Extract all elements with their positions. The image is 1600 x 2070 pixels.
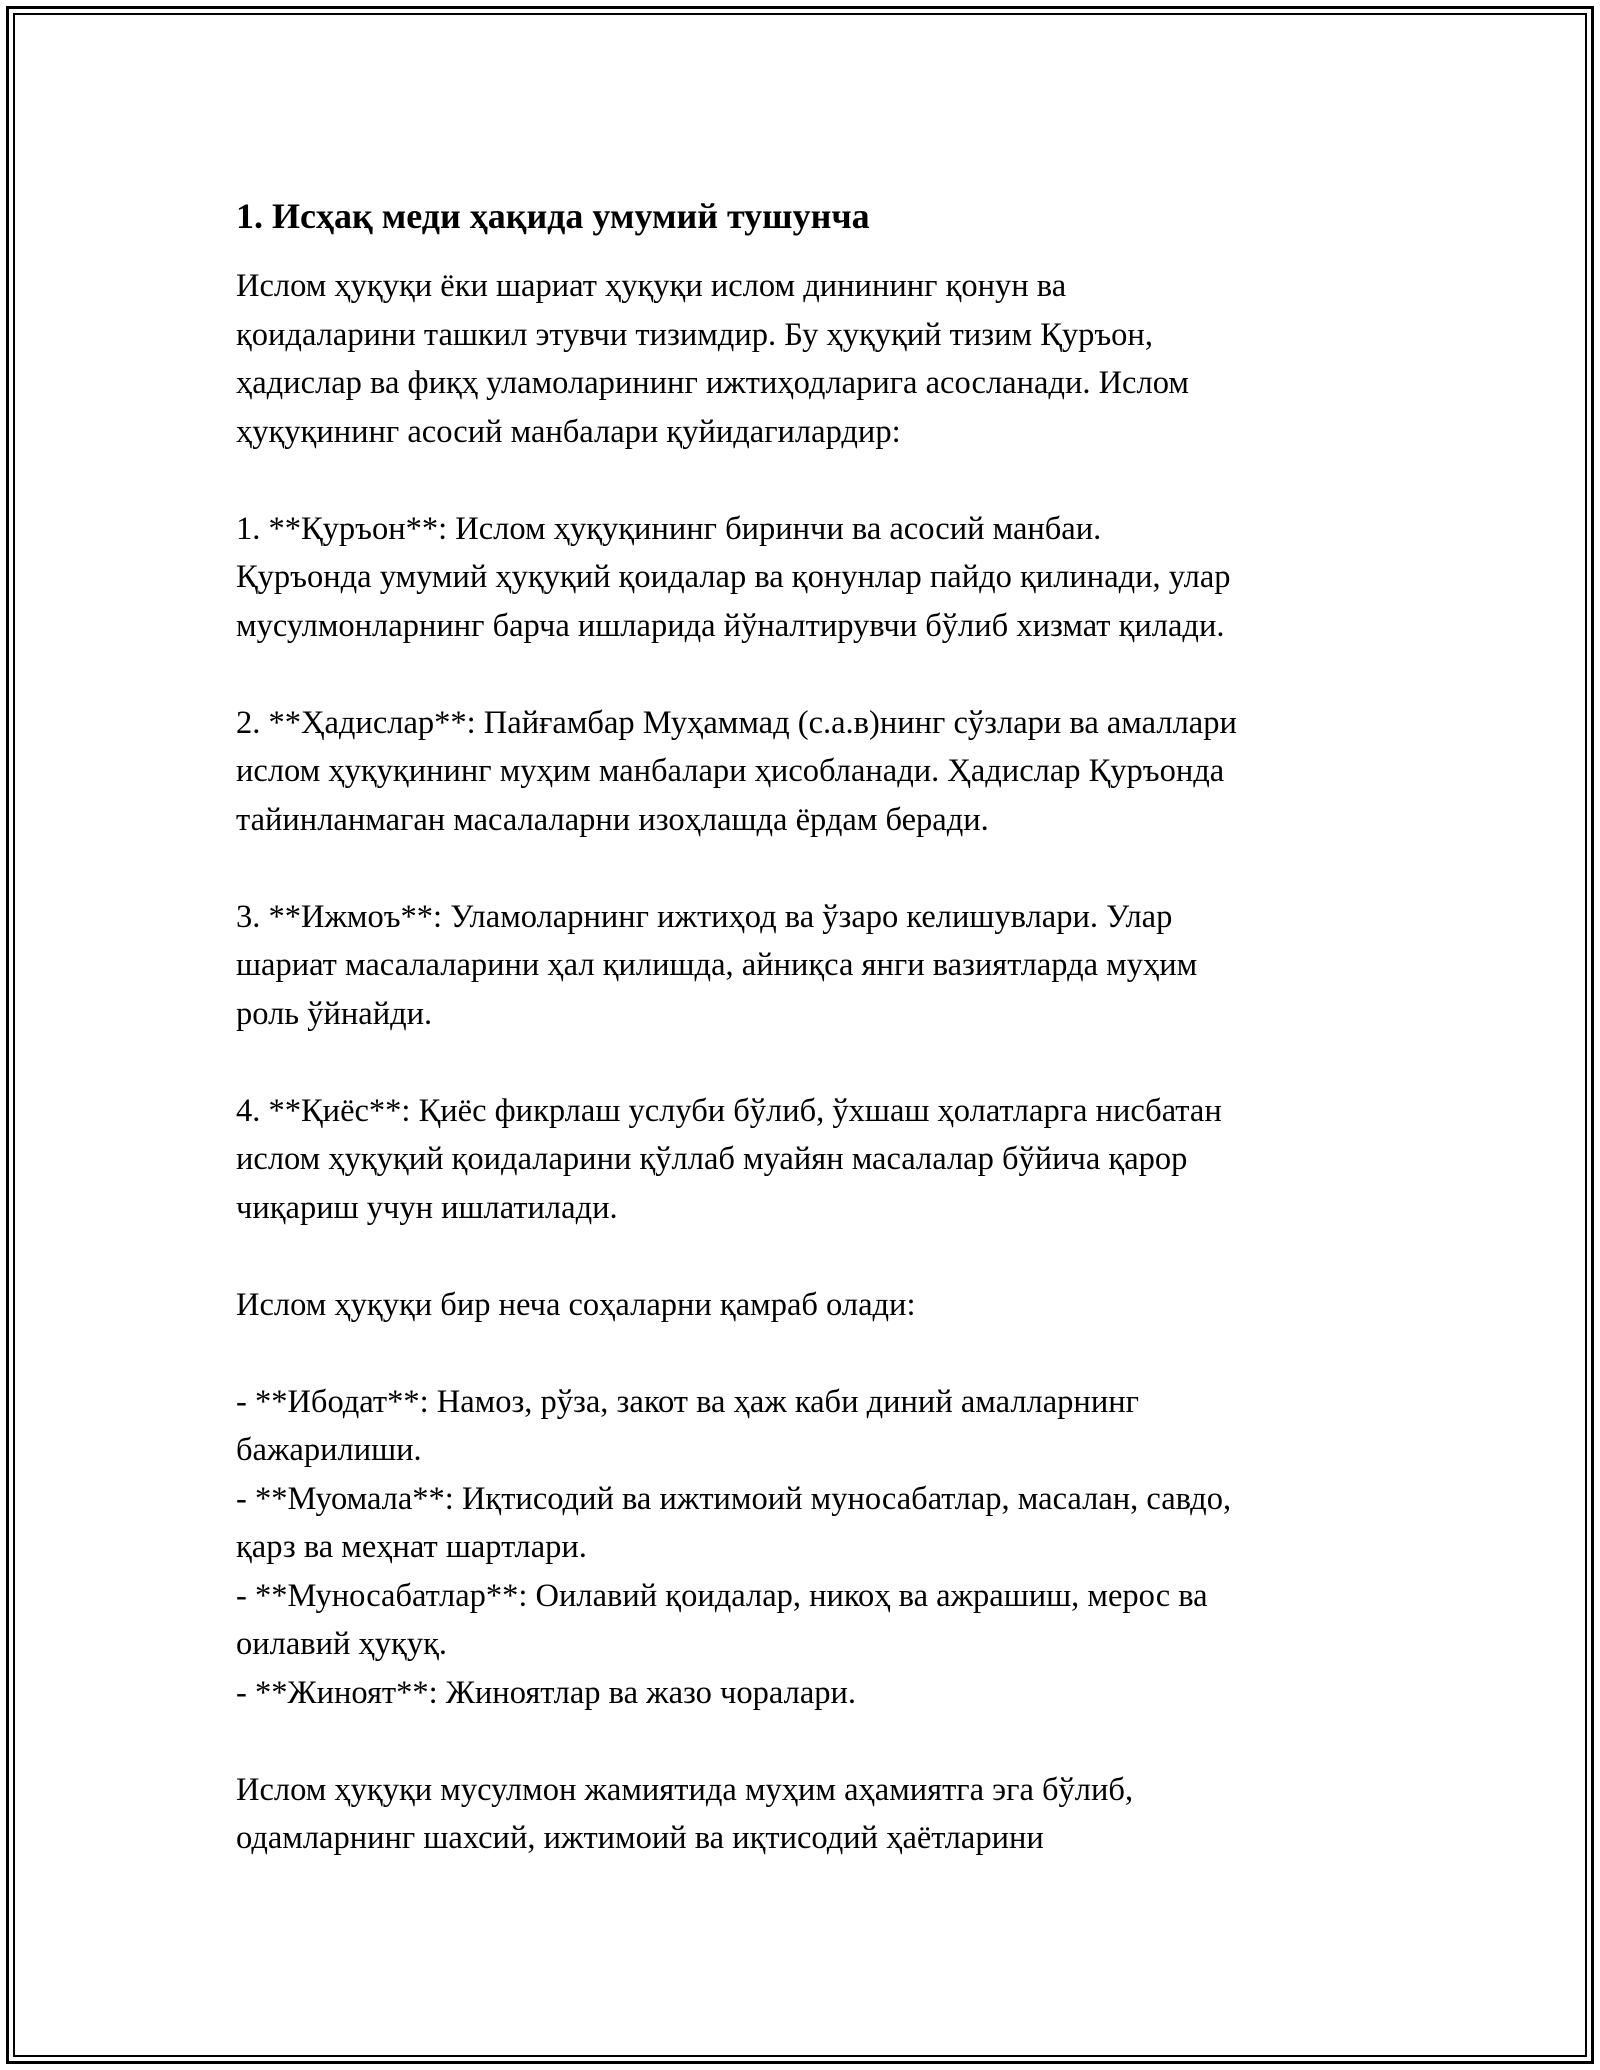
text-line: ислом ҳуқуқининг муҳим манбалари ҳисобланади. Ҳадислар Қуръонда <box>236 753 1225 789</box>
text-line: оилавий ҳуқуқ. <box>236 1626 447 1662</box>
paragraph-gap <box>236 1329 1376 1378</box>
text-line: мусулмонларнинг барча ишларида йўналтирувчи бўлиб хизмат қилади. <box>236 607 1225 644</box>
paragraph-gap <box>236 1038 1376 1087</box>
source-item-hadith <box>236 699 1376 845</box>
text-line: ислом ҳуқуқий қоидаларини қўллаб муайян масалалар бўйича қарор <box>236 1141 1188 1177</box>
paragraph-gap <box>236 1717 1376 1766</box>
text-line: одамларнинг шахсий, ижтимоий ва иқтисодий ҳаётларини <box>236 1820 1044 1856</box>
text-line: шариат масалаларини ҳал қилишда, айниқса янги вазиятларда муҳим <box>236 947 1198 983</box>
text-line: бажарилиши. <box>236 1432 422 1468</box>
list-item: - **Ибодат**: Намоз, рўза, закот ва ҳаж каби диний амалларнинг <box>236 1383 1139 1420</box>
text-line: ҳадислар ва фиқҳ уламоларининг ижтиҳодларига асосланади. Ислом <box>236 365 1189 401</box>
text-line: Ислом ҳуқуқи бир неча соҳаларни қамраб олади: <box>236 1286 916 1323</box>
source-item-qiyas <box>236 1087 1376 1233</box>
section-heading: 1. Исҳақ меди ҳақида умумий тушунча <box>236 196 870 236</box>
paragraph-gap <box>236 650 1376 699</box>
text-line: ҳуқуқининг асосий манбалари қуйидагилардир: <box>236 413 901 450</box>
areas-intro-paragraph <box>236 1281 1376 1330</box>
text-line: 1. **Қуръон**: Ислом ҳуқуқининг биринчи ва асосий манбаи. <box>236 510 1102 547</box>
source-item-quran <box>236 505 1376 651</box>
source-item-ijma <box>236 893 1376 1039</box>
text-line: чиқариш учун ишлатилади. <box>236 1189 618 1226</box>
paragraph-gap <box>236 1232 1376 1281</box>
text-line: 4. **Қиёс**: Қиёс фикрлаш услуби бўлиб, ўхшаш ҳолатларга нисбатан <box>236 1092 1222 1129</box>
text-line: роль ўйнайди. <box>236 995 433 1032</box>
paragraph-gap <box>236 844 1376 893</box>
text-line: Ислом ҳуқуқи мусулмон жамиятида муҳим аҳамиятга эга бўлиб, <box>236 1771 1134 1808</box>
document-body <box>236 190 1376 1863</box>
areas-list <box>236 1378 1376 1718</box>
text-line: Қуръонда умумий ҳуқуқий қоидалар ва қонунлар пайдо қилинади, улар <box>236 559 1231 595</box>
list-item: - **Муомала**: Иқтисодий ва ижтимоий муносабатлар, масалан, савдо, <box>236 1480 1232 1517</box>
text-line: Ислом ҳуқуқи ёки шариат ҳуқуқи ислом динининг қонун ва <box>236 268 1067 304</box>
text-line: 3. **Ижмоъ**: Уламоларнинг ижтиҳод ва ўзаро келишувлари. Улар <box>236 898 1173 935</box>
text-line: қарз ва меҳнат шартлари. <box>236 1529 587 1565</box>
intro-paragraph <box>236 262 1376 456</box>
list-item: - **Жиноят**: Жиноятлар ва жазо чоралари. <box>236 1674 857 1711</box>
list-item: - **Муносабатлар**: Оилавий қоидалар, никоҳ ва ажрашиш, мерос ва <box>236 1577 1208 1614</box>
text-line: қоидаларини ташкил этувчи тизимдир. Бу ҳуқуқий тизим Қуръон, <box>236 316 1153 353</box>
paragraph-gap <box>236 456 1376 505</box>
closing-paragraph <box>236 1766 1376 1863</box>
text-line: тайинланмаган масалаларни изоҳлашда ёрдам беради. <box>236 801 989 838</box>
text-line: 2. **Ҳадислар**: Пайғамбар Муҳаммад (с.а.в)нинг сўзлари ва амаллари <box>236 704 1237 741</box>
